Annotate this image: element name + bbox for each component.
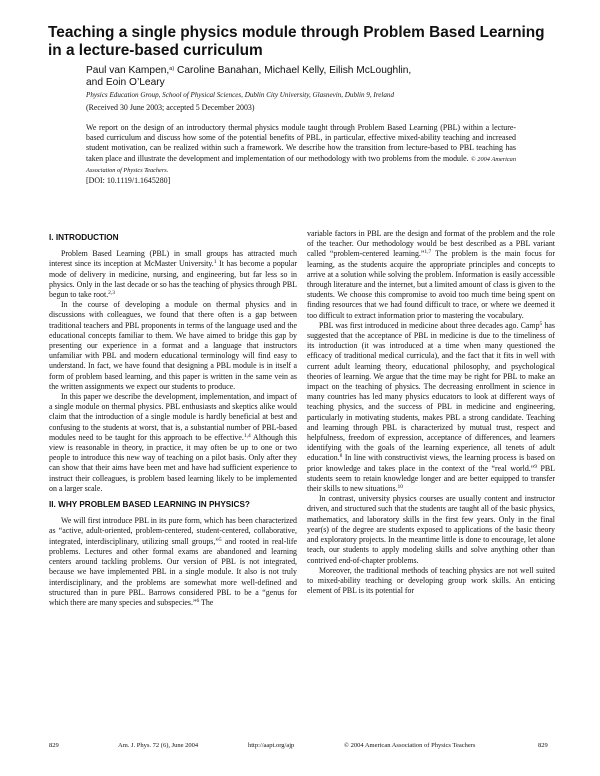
author-first: Paul van Kampen, (86, 65, 170, 76)
text-run: In this paper we describe the development, implementation, and impact of a single module on thermal physics. PBL enthusiasts and skeptics alike would claim that the introduction of a single module is hardly beneficial at best and confusing to the students at worst, that is, a substantial number of PBL-based modules need to be taught for this approach to be effective. (49, 392, 297, 442)
author-footnote-mark: a) (169, 66, 175, 72)
reference-mark[interactable]: 2,3 (108, 290, 116, 297)
affiliation: Physics Education Group, School of Physical Sciences, Dublin City University, Glasnevin, Dublin 9, Ireland (86, 91, 394, 99)
section-heading-introduction: I. INTRODUCTION (49, 233, 119, 242)
text-run: It has become a popular mode of delivery in medicine, nursing, and engineering, but far less so in physics. Only in the last decade or so has the teaching of physics through PBL begun to take root. (49, 259, 297, 300)
journal-url[interactable]: http://aapt.org/ajp (248, 742, 295, 749)
right-column (307, 229, 555, 596)
text-run: Although this view is reasonable in theory, in practice, it may often be up to one or two people to introduce this new way of teaching on a pilot basis. Only after they can show that their aims have been met and have had sufficient experience to instruct their colleagues, is problem based learning likely to be implemented on a larger scale. (49, 432, 297, 493)
text-run: The (199, 597, 214, 607)
doi-link[interactable]: [DOI: 10.1119/1.1645280] (86, 176, 171, 186)
left-column (49, 233, 297, 608)
reference-mark[interactable]: 8 (339, 453, 343, 460)
reference-mark[interactable]: 9 (534, 463, 537, 470)
reference-mark[interactable]: 5 (539, 320, 543, 327)
reference-mark[interactable]: 1,4 (243, 432, 251, 439)
paragraph (307, 321, 555, 494)
paper-title: Teaching a single physics module through Problem Based Learning in a lecture-based curriculum (48, 24, 545, 59)
author-list (86, 65, 546, 90)
page-number-right: 829 (538, 742, 548, 749)
text-run: The problem is the main focus for learning, as the students acquire the appropriate principles and concepts to arrive at a solution while solving the problem. Information is easily accessible through literature and the internet, but a limited amount of class is given to the students. We choose this compromise to avoid too much time being spent on finding resources that we had found difficult to trace, or where we deemed it too difficult to extract information prior to mastering the vocabulary. (307, 249, 555, 320)
abstract-text: We report on the design of an introductory thermal physics module taught through Problem Based Learning (PBL) within a lecture-based curriculum and discuss how some of the potential benefits of PBL, in particular, effective mixed-ability teaching and increased student motivation, can be realized within such a framework. We describe how the transition from lecture-based to PBL teaching has taken place and illustrate the development and implementation of our methodology with two problems from the module. (86, 123, 516, 163)
footer-copyright: © 2004 American Association of Physics Teachers (344, 742, 476, 749)
abstract (86, 123, 516, 186)
paragraph (49, 516, 297, 608)
paragraph: In contrast, university physics courses are usually content and instructor driven, and structured such that the students are taught all of the basic physics, mathematics, and laboratory skills in the first few years. Only in the final year(s) of the degree are students exposed to applications of the basic theory and exploratory projects. In the meantime little is done to encourage, let alone teach, our students to apply modeling skills and solve anything other than contrived end-of-chapter problems. (307, 494, 555, 565)
reference-mark[interactable]: 5 (218, 536, 222, 543)
text-run: and rooted in real-life problems. Lectures and other formal exams are abandoned and learning centers around tackling problems. Our version of PBL is not integrated, because we have implemented PBL in a single module. It also is not truly interdisciplinary, and the problems are somewhat more well-defined and structured than in pure PBL. Barrows considered PBL to be a “genus for which there are many species and subspecies.” (49, 536, 298, 607)
reference-mark[interactable]: 6 (196, 597, 200, 604)
text-run: PBL was first introduced in medicine about three decades ago. Camp (319, 320, 540, 330)
paragraph: In the course of developing a module on thermal physics and in discussions with colleagues, we found that there often is a gap between traditional teachers and PBL proponents in terms of the language used and the educational concepts familiar to them. We have aimed to bridge this gap by presenting our experience in a format and a language that instructors unfamiliar with PBL and modern educational terminology will find easy to understand. In fact, we have found that designing a PBL module is in itself a form of problem based learning, and this paper is written in the same vein as the written assignments we expect our students to produce. (49, 300, 297, 391)
author-rest: Caroline Banahan, Michael Kelly, Eilish McLoughlin, (174, 65, 412, 76)
section-heading-why-pbl: II. WHY PROBLEM BASED LEARNING IN PHYSICS? (49, 500, 250, 510)
reference-mark[interactable]: 10 (397, 484, 404, 491)
paragraph (49, 392, 297, 494)
text-run: We will first introduce PBL in its pure form, which has been characterized as “active, adult-oriented, problem-centered, student-centered, collaborative, integrated, interdisciplinary, utilizing small groups,” (49, 516, 297, 546)
page-number-left: 829 (49, 742, 59, 749)
received-dates: (Received 30 June 2003; accepted 5 December 2003) (86, 103, 255, 112)
paragraph (49, 249, 297, 300)
reference-mark[interactable]: 1 (213, 259, 217, 266)
paragraph (307, 229, 555, 321)
reference-mark[interactable]: 1,7 (424, 249, 432, 256)
text-run: variable factors in PBL are the design and format of the problem and the role of the teacher. Our methodology would be best described as a PBL variant called “problem-centered learning.” (307, 229, 555, 259)
author-last: and Eoin O’Leary (86, 77, 165, 89)
text-run: Problem Based Learning (PBL) in small groups has attracted much interest since its inception at McMaster University. (49, 249, 297, 269)
text-run: In line with constructivist views, the learning process is based on prior knowledge and takes place in the context of the “real world.” (307, 453, 555, 473)
paragraph: Moreover, the traditional methods of teaching physics are not well suited to mixed-ability teaching or developing group work skills. An enticing element of PBL is its potential for (307, 565, 555, 596)
abstract-copyright: © 2004 American Association of Physics Teachers. (86, 155, 516, 174)
journal-citation: Am. J. Phys. 72 (6), June 2004 (118, 742, 199, 749)
text-run: has suggested that the acceptance of PBL in medicine is due to the timeliness of its introduction (it was introduced at a time when many questioned the efficacy of traditional medical curricula), and the fact that it fits in well with current adult learning theory, educational philosophy, and psychological theories of learning. We argue that the time may be right for PBL to make an impact on the teaching of physics. The decreasing enrollment in science in many countries has led many physics educators to look at different ways of teaching physics, and the success of PBL in medicine and engineering, particularly in motivating students, makes PBL a strong candidate. Teaching and learning through PBL is characterized by mutual trust, respect and helpfulness, freedom of expression, acceptance of differences, and learners identifying with the goals of the learning experience, all tenets of adult education. (307, 320, 555, 463)
text-run: PBL students seem to retain knowledge longer and are better equipped to transfer their skills to new situations. (307, 463, 555, 494)
